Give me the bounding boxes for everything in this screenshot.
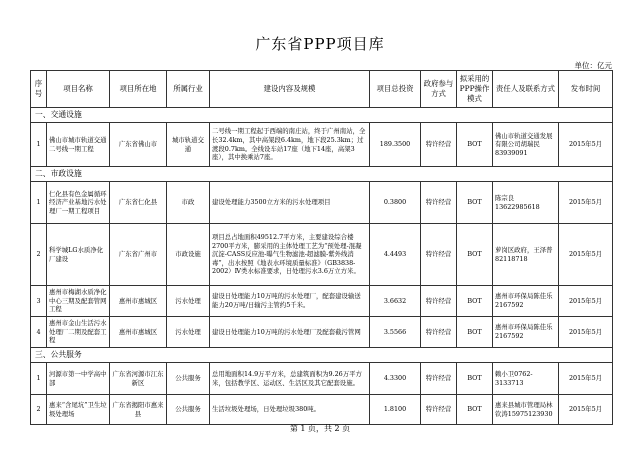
cell-industry: 市政 bbox=[167, 182, 210, 224]
cell-release: 2015年5月 bbox=[559, 123, 613, 167]
header-release: 发布时间 bbox=[559, 71, 613, 108]
cell-name: 惠来“含尾坑”卫生垃圾处理场 bbox=[47, 395, 110, 425]
cell-content: 建设日处理能力10万吨的污水处理厂及配套截污管网 bbox=[210, 317, 370, 348]
cell-content: 二号线一期工程起于西端的南庄站，终于广州南站，全长32.4km，其中高架段6.4km，地下段25.3km；过渡段0.7km。全线设车站17座（地下14座，高架3座），其中换乘站7座。 bbox=[210, 123, 370, 167]
header-participation: 政府参与方式 bbox=[421, 71, 457, 108]
header-location: 项目所在地 bbox=[110, 71, 167, 108]
section-title: 二、市政设施 bbox=[31, 167, 613, 182]
cell-participation: 特许经营 bbox=[421, 317, 457, 348]
document-title: 广东省PPP项目库 bbox=[255, 35, 385, 53]
cell-location: 广东省揭阳市惠来县 bbox=[110, 395, 167, 425]
cell-industry: 城市轨道交通 bbox=[167, 123, 210, 167]
cell-industry: 污水处理 bbox=[167, 317, 210, 348]
cell-seq: 2 bbox=[31, 395, 47, 425]
cell-content: 总用地面积14.9万平方米，总建筑面积为9.26万平方米，包括教学区、运动区、生活区及其它配套设施。 bbox=[210, 363, 370, 395]
cell-participation: 特许经营 bbox=[421, 363, 457, 395]
cell-seq: 1 bbox=[31, 363, 47, 395]
cell-content: 建设处理能力3500立方米的污水处理项目 bbox=[210, 182, 370, 224]
cell-participation: 特许经营 bbox=[421, 123, 457, 167]
cell-participation: 特许经营 bbox=[421, 395, 457, 425]
table-row bbox=[31, 286, 613, 317]
cell-mode: BOT bbox=[457, 286, 493, 317]
cell-release: 2015年5月 bbox=[559, 317, 613, 348]
cell-investment: 3.6632 bbox=[370, 286, 421, 317]
cell-investment: 4.4493 bbox=[370, 224, 421, 286]
cell-participation: 特许经营 bbox=[421, 182, 457, 224]
header-mode: 拟采用的PPP操作模式 bbox=[457, 71, 493, 108]
cell-content: 项目总占地面积49512.7平方米，主要建设综合楼2700平方米，膨采用的主体处理工艺为“预处理-混凝沉淀-CASS反应池-曝气生物滤池-超滤膜-紫外线消毒”，出水按照《地表水环境质量标准》（GB3838-2002）Ⅳ类水标准要求，日处理污水3.6万立方米。 bbox=[210, 224, 370, 286]
cell-industry: 污水处理 bbox=[167, 286, 210, 317]
cell-participation: 特许经营 bbox=[421, 286, 457, 317]
cell-seq: 3 bbox=[31, 286, 47, 317]
table-row bbox=[31, 182, 613, 224]
header-name: 项目名称 bbox=[47, 71, 110, 108]
table-row bbox=[31, 395, 613, 425]
section-row bbox=[31, 348, 613, 363]
header-content: 建设内容及规模 bbox=[210, 71, 370, 108]
unit-label: 单位：亿元 bbox=[574, 61, 612, 70]
cell-name: 惠州市金山生活污水处理厂二期及配套工程 bbox=[47, 317, 110, 348]
table-row bbox=[31, 224, 613, 286]
cell-contact: 佛山市轨道交通发展有限公司胡瑞民83939091 bbox=[493, 123, 559, 167]
cell-investment: 3.5566 bbox=[370, 317, 421, 348]
cell-content: 生活垃圾处理场，日处理垃圾380吨。 bbox=[210, 395, 370, 425]
cell-mode: BOT bbox=[457, 317, 493, 348]
cell-seq: 4 bbox=[31, 317, 47, 348]
cell-location: 广东省广州市 bbox=[110, 224, 167, 286]
cell-mode: BOT bbox=[457, 182, 493, 224]
cell-seq: 1 bbox=[31, 123, 47, 167]
header-seq: 序号 bbox=[31, 71, 47, 108]
cell-industry: 市政设施 bbox=[167, 224, 210, 286]
table-row bbox=[31, 317, 613, 348]
cell-release: 2015年5月 bbox=[559, 363, 613, 395]
section-row bbox=[31, 167, 613, 182]
cell-seq: 1 bbox=[31, 182, 47, 224]
cell-release: 2015年5月 bbox=[559, 224, 613, 286]
ppp-project-table bbox=[30, 70, 613, 425]
cell-investment: 0.3800 bbox=[370, 182, 421, 224]
cell-contact: 惠州市环保局陈佳乐2167592 bbox=[493, 286, 559, 317]
cell-contact: 萝岗区政府，王泽普82118718 bbox=[493, 224, 559, 286]
cell-contact: 惠州市环保局陈佳乐2167592 bbox=[493, 317, 559, 348]
cell-investment: 1.8100 bbox=[370, 395, 421, 425]
cell-location: 惠州市惠城区 bbox=[110, 317, 167, 348]
cell-name: 佛山市城市轨道交通二号线一期工程 bbox=[47, 123, 110, 167]
page-footer: 第 1 页，共 2 页 bbox=[289, 424, 351, 433]
cell-industry: 公共服务 bbox=[167, 363, 210, 395]
section-title: 一、交通设施 bbox=[31, 108, 613, 123]
cell-location: 广东省佛山市 bbox=[110, 123, 167, 167]
table-header-row bbox=[31, 71, 613, 108]
cell-name: 惠州市梅湖水质净化中心三期及配套管网工程 bbox=[47, 286, 110, 317]
cell-mode: BOT bbox=[457, 363, 493, 395]
header-investment: 项目总投资 bbox=[370, 71, 421, 108]
cell-investment: 189.3500 bbox=[370, 123, 421, 167]
cell-contact: 赖小卫0762-3133713 bbox=[493, 363, 559, 395]
cell-contact: 惠来县城市管理局林钦涛15975123930 bbox=[493, 395, 559, 425]
section-title: 三、公共服务 bbox=[31, 348, 613, 363]
header-contact: 责任人及联系方式 bbox=[493, 71, 559, 108]
cell-seq: 2 bbox=[31, 224, 47, 286]
cell-contact: 陈宗良13622985618 bbox=[493, 182, 559, 224]
cell-mode: BOT bbox=[457, 224, 493, 286]
cell-name: 仁化县有色金属循环经济产业基地污水处理厂一期工程项目 bbox=[47, 182, 110, 224]
table-row bbox=[31, 123, 613, 167]
cell-name: 河源市第一中学高中部 bbox=[47, 363, 110, 395]
cell-content: 建设日处理能力10万吨的污水处理厂，配套建设输送能力20万吨/日输污主管约5千米。 bbox=[210, 286, 370, 317]
cell-mode: BOT bbox=[457, 123, 493, 167]
cell-name: 科学城LG水质净化厂建设 bbox=[47, 224, 110, 286]
cell-location: 广东省河源市江东新区 bbox=[110, 363, 167, 395]
cell-location: 广东省仁化县 bbox=[110, 182, 167, 224]
cell-participation: 特许经营 bbox=[421, 224, 457, 286]
cell-investment: 4.3300 bbox=[370, 363, 421, 395]
cell-mode: BOT bbox=[457, 395, 493, 425]
cell-release: 2015年5月 bbox=[559, 395, 613, 425]
table-row bbox=[31, 363, 613, 395]
section-row bbox=[31, 108, 613, 123]
cell-location: 惠州市惠城区 bbox=[110, 286, 167, 317]
cell-industry: 公共服务 bbox=[167, 395, 210, 425]
cell-release: 2015年5月 bbox=[559, 286, 613, 317]
cell-release: 2015年5月 bbox=[559, 182, 613, 224]
header-industry: 所属行业 bbox=[167, 71, 210, 108]
